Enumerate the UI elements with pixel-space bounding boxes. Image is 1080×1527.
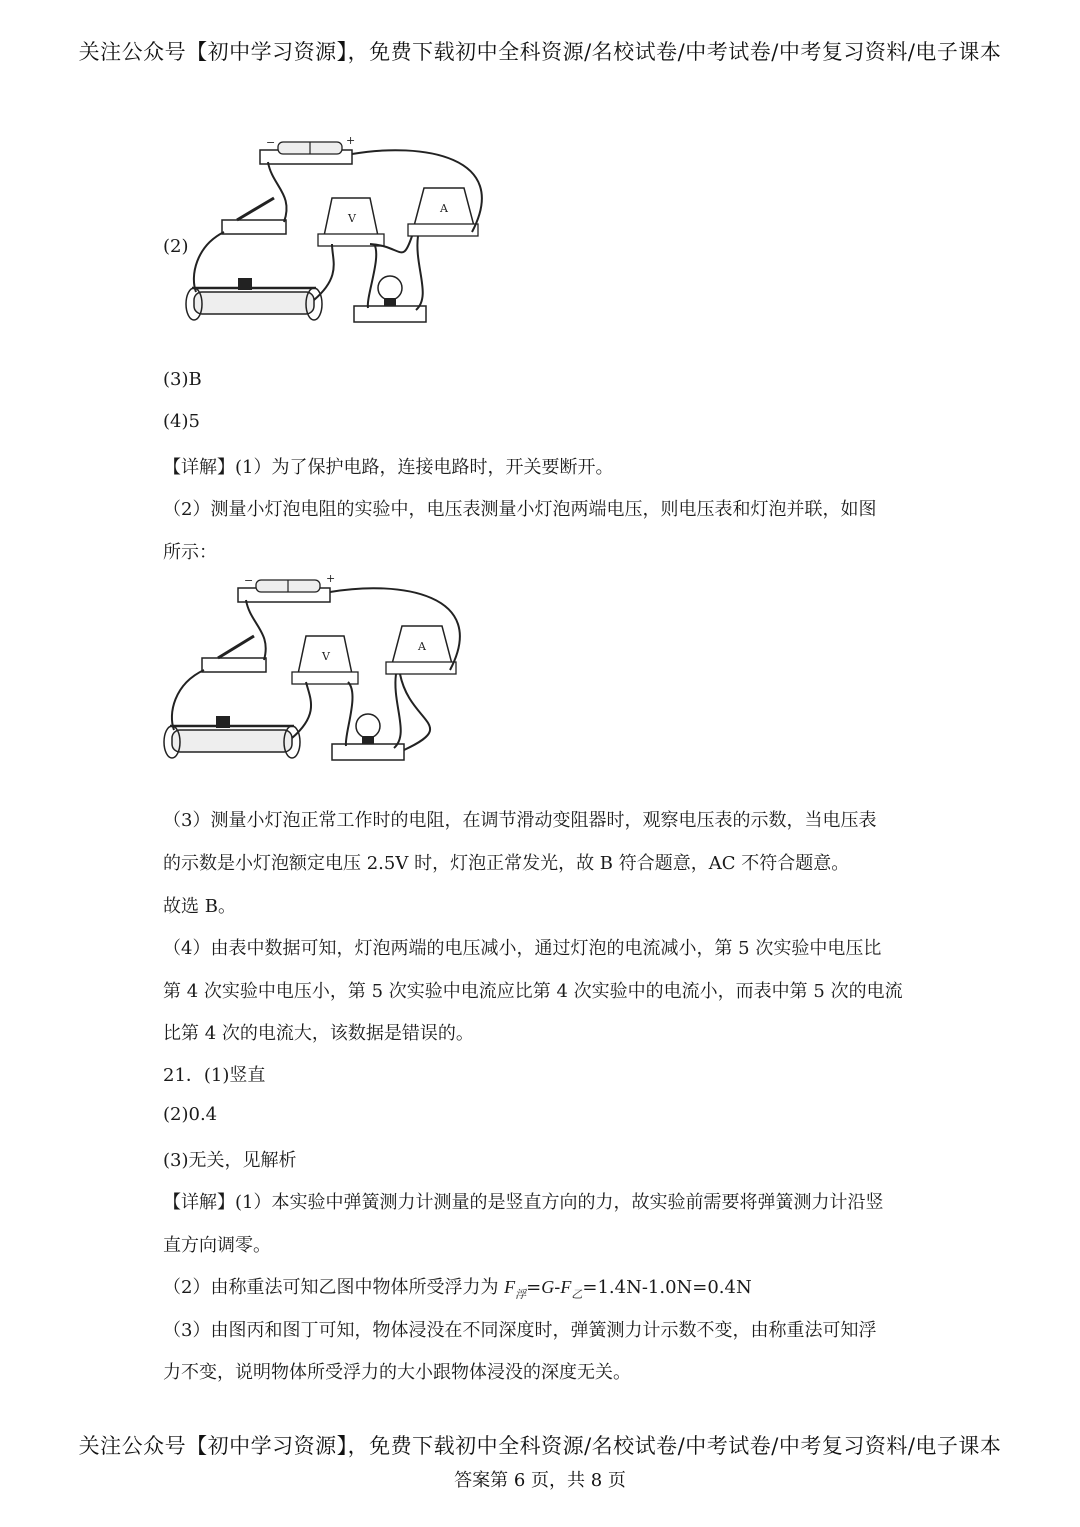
answer-3: (3)B (163, 369, 202, 390)
detail-21-3-line1: （3）由图丙和图丁可知，物体浸没在不同深度时，弹簧测力计示数不变，由称重法可知浮 (163, 1320, 877, 1341)
detail-21-3-line2: 力不变，说明物体所受浮力的大小跟物体浸没的深度无关。 (163, 1362, 631, 1383)
detail-21-1-line1: 【详解】(1）本实验中弹簧测力计测量的是竖直方向的力，故实验前需要将弹簧测力计沿竖 (163, 1192, 884, 1213)
formula-sub-buoyancy: 浮 (515, 1288, 527, 1301)
detail-20-3-line3: 故选 B。 (163, 896, 236, 917)
detail-20-1: 【详解】(1）为了保护电路，连接电路时，开关要断开。 (163, 457, 614, 478)
voltmeter-symbol-2: V (322, 650, 330, 663)
formula-result: =1.4N-1.0N=0.4N (582, 1277, 752, 1298)
detail-20-2-line1: （2）测量小灯泡电阻的实验中，电压表测量小灯泡两端电压，则电压表和灯泡并联，如图 (163, 499, 877, 520)
circuit-figure-explanation (160, 574, 480, 784)
answer-21-1: 21．(1)竖直 (163, 1065, 266, 1086)
page-number: 答案第 6 页，共 8 页 (454, 1470, 626, 1491)
formula-equals: = (526, 1277, 542, 1298)
circuit-figure-answer (182, 136, 502, 350)
formula-F2: F (560, 1277, 572, 1297)
detail-20-3-line1: （3）测量小灯泡正常工作时的电阻，在调节滑动变阻器时，观察电压表的示数，当电压表 (163, 810, 877, 831)
answer-21-3: (3)无关，见解析 (163, 1150, 297, 1171)
formula-sub-yi: 乙 (571, 1288, 583, 1301)
battery-minus-label: − (266, 136, 276, 149)
detail-21-1-line2: 直方向调零。 (163, 1235, 271, 1256)
detail-20-4-line1: （4）由表中数据可知，灯泡两端的电压减小，通过灯泡的电流减小，第 5 次实验中电压比 (163, 938, 882, 959)
voltmeter-symbol: V (348, 212, 356, 225)
detail-20-2-line2: 所示： (163, 542, 217, 563)
formula-minus: - (554, 1277, 561, 1298)
ammeter-symbol-2: A (418, 640, 426, 653)
battery-plus-label-2: + (326, 574, 336, 585)
answer-21-2: (2)0.4 (163, 1104, 218, 1125)
detail-20-3-line2: 的示数是小灯泡额定电压 2.5V 时，灯泡正常发光，故 B 符合题意，AC 不符合题意。 (163, 853, 850, 874)
battery-minus-label-2: − (244, 574, 254, 587)
formula-F: F (504, 1277, 516, 1297)
battery-plus-label: + (346, 136, 356, 147)
ammeter-symbol: A (440, 202, 448, 215)
detail-21-2-prefix: （2）由称重法可知乙图中物体所受浮力为 (163, 1277, 505, 1298)
footer-banner: 关注公众号【初中学习资源】，免费下载初中全科资源/名校试卷/中考试卷/中考复习资料/电子课本 (78, 1434, 1002, 1458)
answer-4: (4)5 (163, 411, 200, 432)
detail-20-4-line3: 比第 4 次的电流大，该数据是错误的。 (163, 1023, 474, 1044)
detail-21-2 (163, 1273, 752, 1302)
formula-G: G (541, 1277, 555, 1297)
answer-2-label: (2) (163, 236, 189, 257)
detail-20-4-line2: 第 4 次实验中电压小，第 5 次实验中电流应比第 4 次实验中的电流小，而表中第 5 次的电流 (163, 981, 903, 1002)
header-banner: 关注公众号【初中学习资源】，免费下载初中全科资源/名校试卷/中考试卷/中考复习资料/电子课本 (78, 40, 1002, 64)
